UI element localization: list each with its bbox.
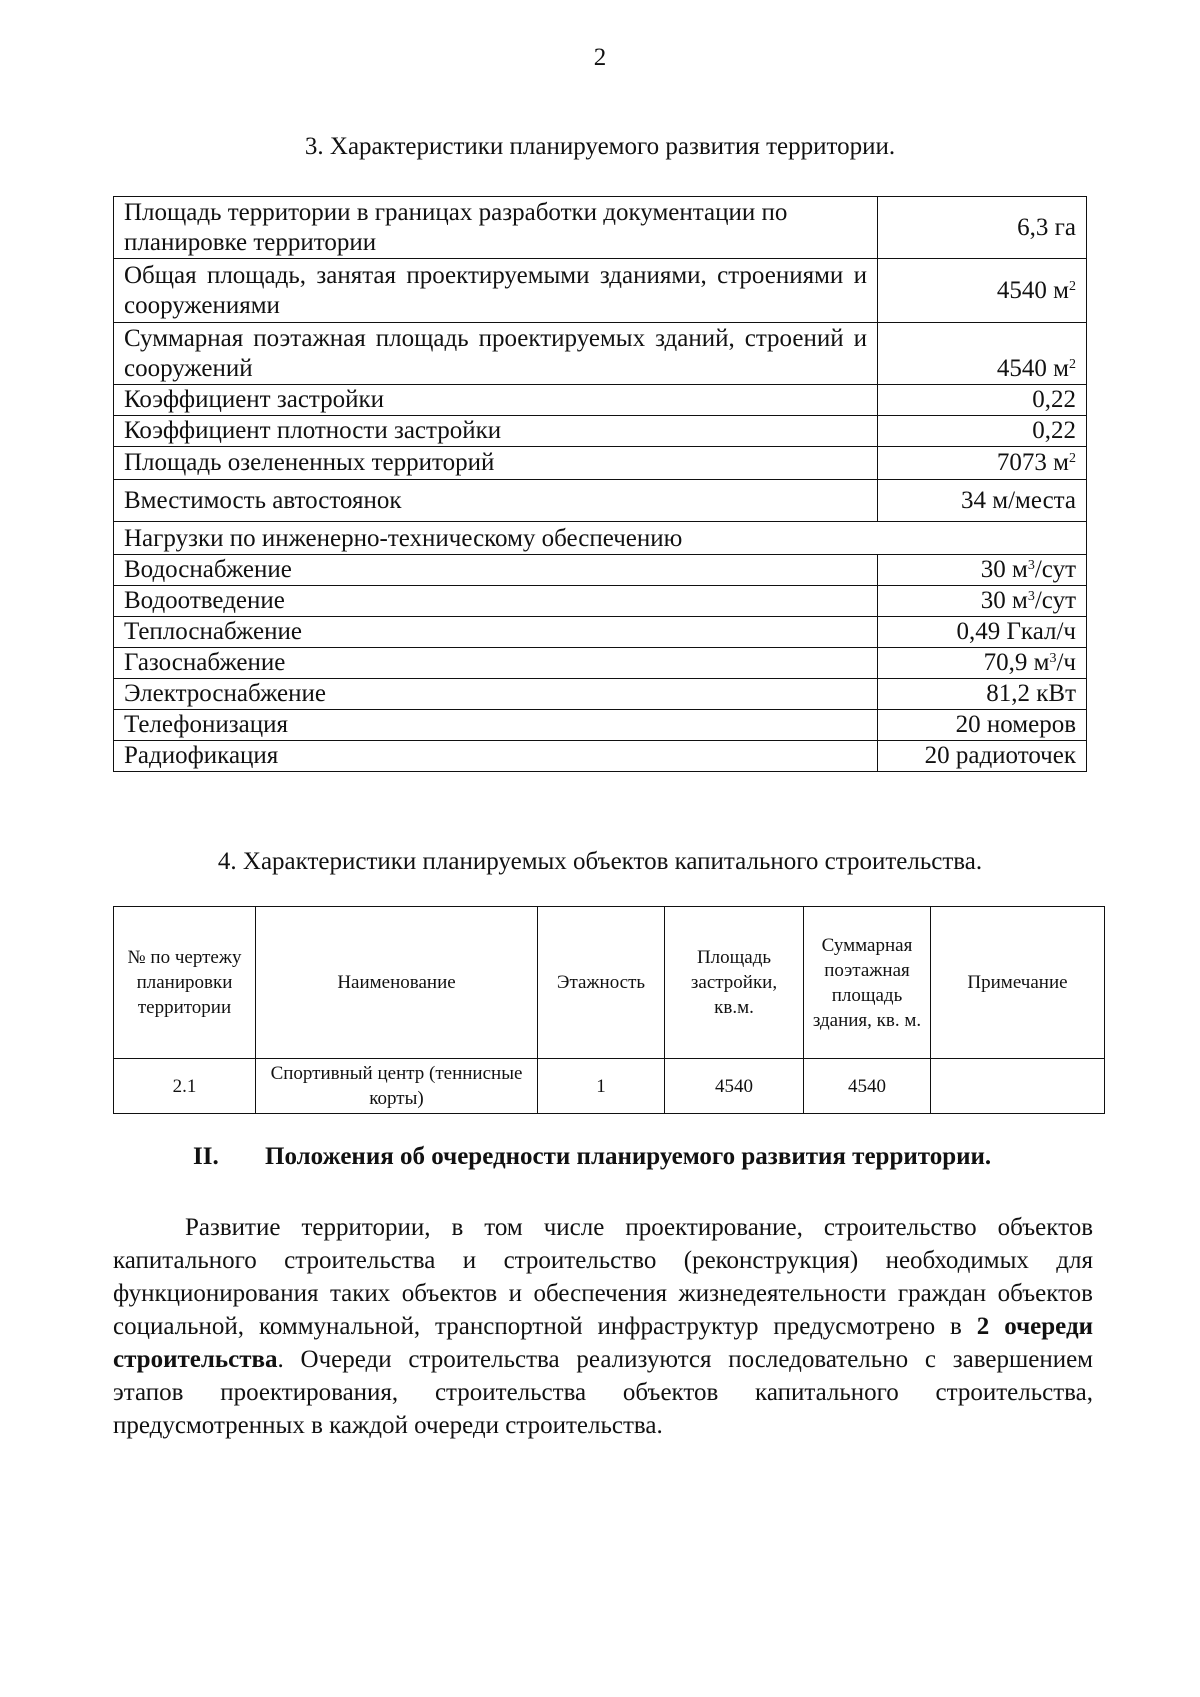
cell-floors: 1 bbox=[538, 1059, 665, 1114]
row-label: Теплоснабжение bbox=[114, 617, 878, 648]
cell-note bbox=[931, 1059, 1105, 1114]
row-value: 30 $м^3$/сут bbox=[878, 555, 1087, 586]
row-label: Общая площадь, занятая проектируемыми зданиями, строениями и сооружениями bbox=[114, 259, 878, 323]
row-label: Коэффициент застройки bbox=[114, 385, 878, 416]
header-floors: Этажность bbox=[538, 907, 665, 1059]
table-row bbox=[114, 197, 1087, 259]
row-label: Водоотведение bbox=[114, 586, 878, 617]
table-row bbox=[114, 648, 1087, 679]
section-2-heading bbox=[193, 1143, 991, 1171]
row-label: Радиофикация bbox=[114, 741, 878, 772]
table-row bbox=[114, 679, 1087, 710]
territory-characteristics-table bbox=[113, 196, 1087, 772]
table-row bbox=[114, 416, 1087, 447]
header-name: Наименование bbox=[256, 907, 538, 1059]
row-value: 30 $м^3$/сут bbox=[878, 586, 1087, 617]
row-value: 4540 $м^2$ bbox=[878, 259, 1087, 323]
row-value: 81,2 кВт bbox=[878, 679, 1087, 710]
section-2-title: Положения об очередности планируемого развития территории. bbox=[265, 1143, 992, 1170]
row-label: Водоснабжение bbox=[114, 555, 878, 586]
row-value: 0,22 bbox=[878, 416, 1087, 447]
table-row bbox=[114, 586, 1087, 617]
row-label: Телефонизация bbox=[114, 710, 878, 741]
row-value: 0,22 bbox=[878, 385, 1087, 416]
cell-name: Спортивный центр (теннисные корты) bbox=[256, 1059, 538, 1114]
row-value: 7073 $м^2$ bbox=[878, 447, 1087, 480]
row-value: 20 радиоточек bbox=[878, 741, 1087, 772]
row-label: Суммарная поэтажная площадь проектируемых зданий, строений и сооружений bbox=[114, 323, 878, 385]
table-row bbox=[114, 617, 1087, 648]
row-value: 20 номеров bbox=[878, 710, 1087, 741]
body-paragraph: Развитие территории, в том числе проектирование, строительство объектов капитального строительства и строительство (реконструкция) необходимых для функционирования таких объектов и обеспечения жизнедеятельности граждан объектов социальной, коммунальной, транспортной инфраструктур предусмотрено в 2 очереди строительства. Очереди строительства реализуются последовательно с завершением этапов проектирования, строительства объектов капитального строительства, предусмотренных в каждой очереди строительства. bbox=[113, 1214, 1093, 1439]
table-row bbox=[114, 741, 1087, 772]
table-row bbox=[114, 447, 1087, 480]
row-value: 6,3 га bbox=[878, 197, 1087, 259]
row-label: Газоснабжение bbox=[114, 648, 878, 679]
capital-objects-table bbox=[113, 906, 1105, 1114]
header-total: Суммарная поэтажная площадь здания, кв. м. bbox=[804, 907, 931, 1059]
table-row bbox=[114, 259, 1087, 323]
row-value: 70,9 $м^3/ч$ bbox=[878, 648, 1087, 679]
paragraph-emphasis: 2 очереди строительства bbox=[113, 1313, 1093, 1373]
table-row bbox=[114, 522, 1087, 555]
row-label: Площадь территории в границах разработки документации по планировке территории bbox=[114, 197, 878, 259]
row-label: Электроснабжение bbox=[114, 679, 878, 710]
table-row bbox=[114, 555, 1087, 586]
cell-total: 4540 bbox=[804, 1059, 931, 1114]
row-label: Коэффициент плотности застройки bbox=[114, 416, 878, 447]
row-value: 0,49 Гкал/ч bbox=[878, 617, 1087, 648]
table-row bbox=[114, 1059, 1105, 1114]
cell-built: 4540 bbox=[665, 1059, 804, 1114]
table-header-row bbox=[114, 907, 1105, 1059]
header-num: № по чертежу планировки территории bbox=[114, 907, 256, 1059]
header-built: Площадь застройки, кв.м. bbox=[665, 907, 804, 1059]
table-row bbox=[114, 323, 1087, 385]
section-2-number: II. bbox=[193, 1143, 219, 1170]
row-value: 34 м/места bbox=[878, 480, 1087, 522]
loads-header: Нагрузки по инженерно-техническому обеспечению bbox=[114, 522, 1087, 555]
table-row bbox=[114, 710, 1087, 741]
section-4-title: 4. Характеристики планируемых объектов капитального строительства. bbox=[217, 848, 983, 875]
table-row bbox=[114, 385, 1087, 416]
row-label: Вместимость автостоянок bbox=[114, 480, 878, 522]
section-3-title: 3. Характеристики планируемого развития территории. bbox=[304, 133, 896, 160]
cell-num: 2.1 bbox=[114, 1059, 256, 1114]
row-value: 4540 $м^2$ bbox=[878, 323, 1087, 385]
page-number: 2 bbox=[593, 44, 607, 71]
header-note: Примечание bbox=[931, 907, 1105, 1059]
table-row bbox=[114, 480, 1087, 522]
row-label: Площадь озелененных территорий bbox=[114, 447, 878, 480]
